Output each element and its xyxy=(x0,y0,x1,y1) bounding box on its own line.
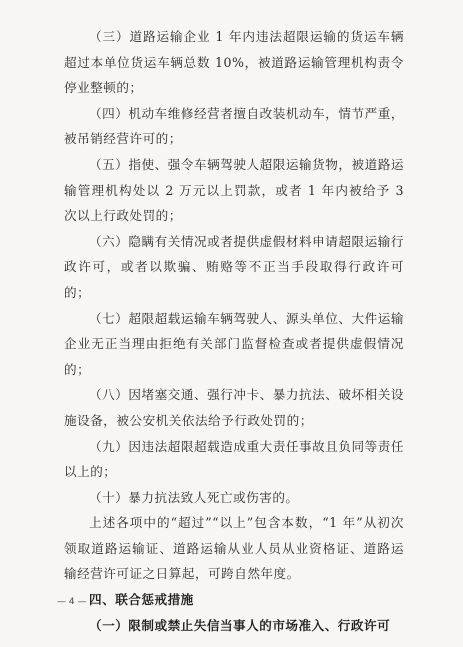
definitions-note: 上述各项中的“超过”“以上”包含本数，“1 年”从初次领取道路运输证、道路运输从业人员从业资格证、道路运输经营许可证之日算起，可跨自然年度。 xyxy=(64,515,404,582)
clause-9: （九）因违法超限超载造成重大责任事故且负同等责任以上的； xyxy=(64,438,404,480)
clause-4: （四）机动车维修经营者擅自改装机动车，情节严重，被吊销经营许可的； xyxy=(64,105,404,147)
clause-6: （六）隐瞒有关情况或者提供虚假材料申请超限运输行政许可，或者以欺骗、贿赂等不正当手段取得行政许可的； xyxy=(64,233,404,300)
document-body xyxy=(64,24,404,638)
clause-3: （三）道路运输企业 1 年内违法超限运输的货运车辆超过本单位货运车辆总数 10%，被道路运输管理机构责令停业整顿的； xyxy=(64,29,404,96)
sub-heading: （一）限制或禁止失信当事人的市场准入、行政许可 xyxy=(89,617,391,633)
page-number: — 4 — xyxy=(57,597,87,607)
clause-7: （七）超限超载运输车辆驾驶人、源头单位、大件运输企业无正当理由拒绝有关部门监督检查或者提供虚假情况的； xyxy=(64,310,404,377)
clause-8: （八）因堵塞交通、强行冲卡、暴力抗法、破坏相关设施设备，被公安机关依法给予行政处罚的； xyxy=(64,387,404,428)
clause-5: （五）指使、强令车辆驾驶人超限运输货物，被道路运输管理机构处以 2 万元以上罚款，或者 1 年内被给予 3 次以上行政处罚的； xyxy=(64,156,404,224)
clause-10: （十）暴力抗法致人死亡或伤害的。 xyxy=(89,489,299,505)
section-heading: 四、联合惩戒措施 xyxy=(89,592,194,608)
